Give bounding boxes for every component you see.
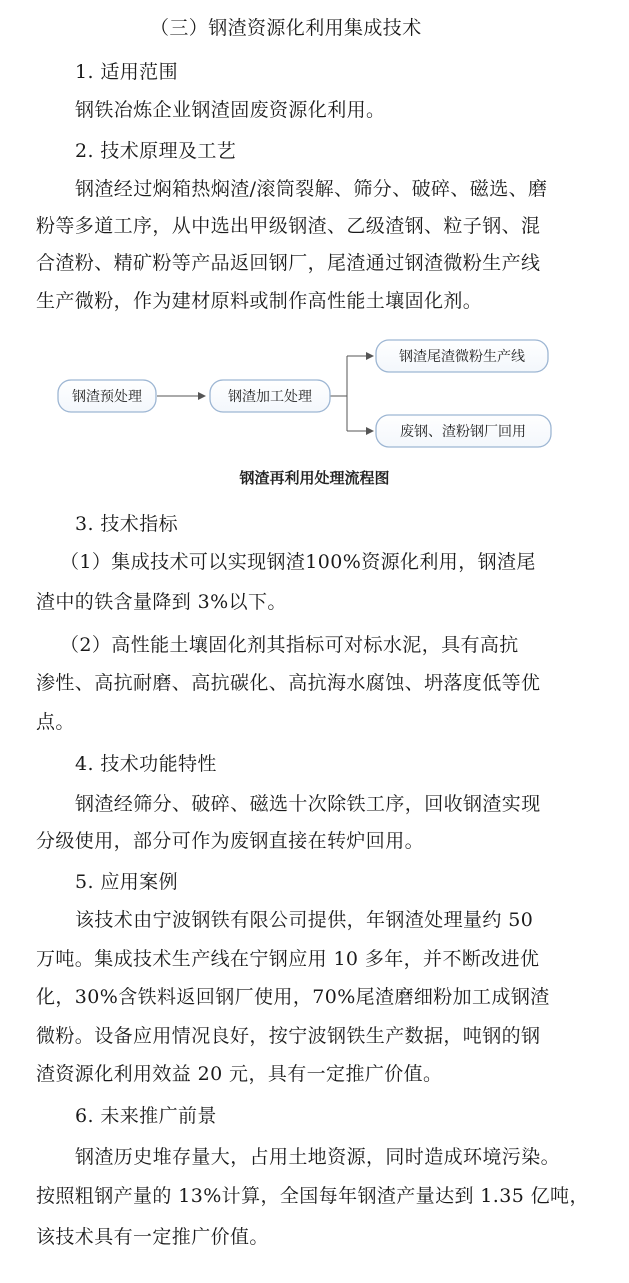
paragraph-line: 万吨。集成技术生产线在宁钢应用 10 多年，并不断改进优 (36, 948, 540, 970)
paragraph-line: 该技术具有一定推广价值。 (36, 1226, 269, 1248)
paragraph-line: 钢渣经过焖箱热焖渣/滚筒裂解、筛分、破碎、磁选、磨 (75, 178, 548, 200)
paragraph-line: 微粉。设备应用情况良好，按宁波钢铁生产数据，吨钢的钢 (36, 1025, 541, 1047)
paragraph-line: 钢铁冶炼企业钢渣固废资源化利用。 (75, 99, 386, 121)
node-tail-powder-line-label: 钢渣尾渣微粉生产线 (399, 349, 525, 365)
paragraph-line: 钢渣历史堆存量大，占用土地资源，同时造成环境污染。 (75, 1146, 561, 1168)
heading-prospect: 6. 未来推广前景 (75, 1105, 217, 1127)
diagram-caption: 钢渣再利用处理流程图 (239, 469, 390, 487)
node-pretreatment-label: 钢渣预处理 (72, 389, 142, 405)
heading-case: 5. 应用案例 (75, 871, 178, 893)
paragraph-line: （1）集成技术可以实现钢渣100%资源化利用，钢渣尾 (60, 551, 536, 573)
paragraph-line: 渗性、高抗耐磨、高抗碳化、高抗海水腐蚀、坍落度低等优 (36, 672, 541, 694)
paragraph-line: 合渣粉、精矿粉等产品返回钢厂，尾渣通过钢渣微粉生产线 (36, 252, 541, 274)
paragraph-line: 生产微粉，作为建材原料或制作高性能土壤固化剂。 (36, 290, 483, 312)
node-tail-powder-line (376, 340, 548, 372)
node-scrap-reuse-label: 废钢、渣粉钢厂回用 (400, 424, 526, 440)
flow-diagram (0, 335, 629, 455)
paragraph-line: （2）高性能土壤固化剂其指标可对标水泥，具有高抗 (60, 634, 519, 656)
paragraph-line: 化，30%含铁料返回钢厂使用，70%尾渣磨细粉加工成钢渣 (36, 986, 550, 1008)
node-processing-label: 钢渣加工处理 (228, 389, 312, 405)
paragraph-line: 该技术由宁波钢铁有限公司提供，年钢渣处理量约 50 (75, 909, 534, 931)
node-scrap-reuse (376, 415, 551, 447)
paragraph-line: 按照粗钢产量的 13%计算，全国每年钢渣产量达到 1.35 亿吨， (36, 1185, 589, 1207)
node-processing (210, 380, 330, 412)
node-pretreatment (58, 380, 156, 412)
paragraph-line: 钢渣经筛分、破碎、磁选十次除铁工序，回收钢渣实现 (75, 793, 541, 815)
section-title: （三）钢渣资源化利用集成技术 (150, 17, 422, 39)
paragraph-line: 渣中的铁含量降到 3%以下。 (36, 591, 287, 613)
heading-features: 4. 技术功能特性 (75, 753, 217, 775)
heading-scope: 1. 适用范围 (75, 61, 178, 83)
heading-principle: 2. 技术原理及工艺 (75, 140, 237, 162)
paragraph-line: 分级使用，部分可作为废钢直接在转炉回用。 (36, 830, 425, 852)
paragraph-line: 渣资源化利用效益 20 元，具有一定推广价值。 (36, 1063, 443, 1085)
paragraph-line: 点。 (36, 711, 75, 733)
heading-indicators: 3. 技术指标 (75, 513, 178, 535)
paragraph-line: 粉等多道工序，从中选出甲级钢渣、乙级渣钢、粒子钢、混 (36, 215, 541, 237)
